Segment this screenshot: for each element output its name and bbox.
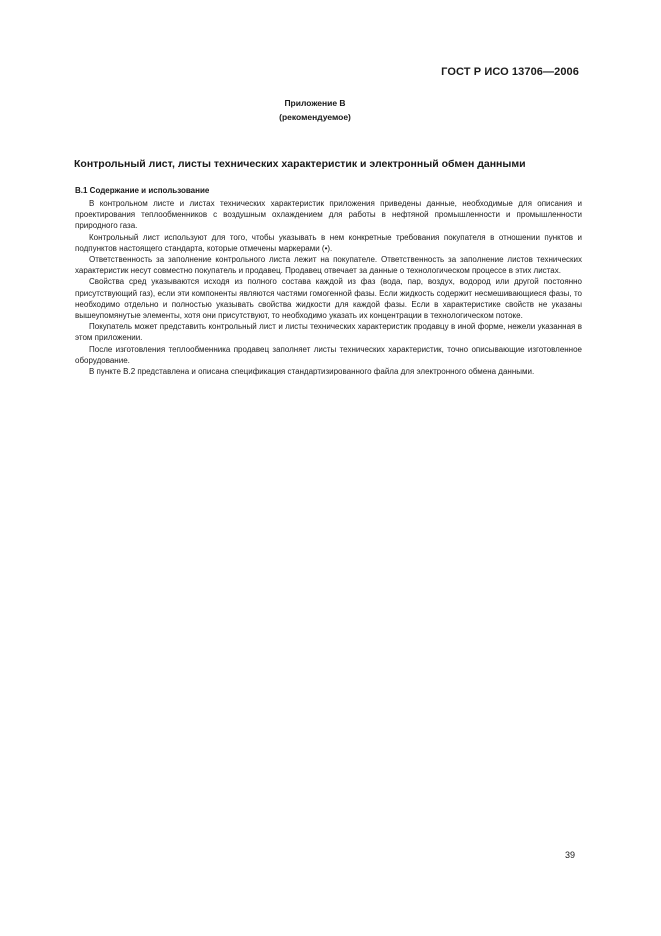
paragraph: Ответственность за заполнение контрольного листа лежит на покупателе. Ответственность за заполнение листов технических характеристик несут совместно покупатель и продавец. Продавец отвечает за данные о технологическом процессе в этих листах. bbox=[75, 255, 582, 276]
section-title: В.1 Содержание и использование bbox=[75, 186, 210, 195]
annex-heading bbox=[0, 96, 630, 124]
annex-status: (рекомендуемое) bbox=[279, 112, 351, 122]
paragraph: Контрольный лист используют для того, чтобы указывать в нем конкретные требования покупателя в отношении пунктов и подпунктов настоящего стандарта, которые отмечены маркерами (•). bbox=[75, 232, 582, 253]
paragraph: После изготовления теплообменника продавец заполняет листы технических характеристик, точно описывающие изготовленное оборудование. bbox=[75, 344, 582, 365]
body-text bbox=[75, 198, 582, 377]
main-title: Контрольный лист, листы технических характеристик и электронный обмен данными bbox=[74, 158, 526, 170]
document-code: ГОСТ Р ИСО 13706—2006 bbox=[441, 66, 579, 78]
paragraph: В контрольном листе и листах технических характеристик приложения приведены данные, необходимые для описания и проектирования теплообменников с воздушным охлаждением для работы в нефтяной промышленности и промышленности природного газа. bbox=[75, 199, 582, 231]
paragraph: Свойства сред указываются исходя из полного состава каждой из фаз (вода, пар, воздух, водород или другой постоянно присутствующий газ), если эти компоненты являются частями гомогенной фазы. Если жидкость содержит несмешивающиеся фазы, то необходимо отдельно и полностью указывать свойства жидкости для каждой фазы. Если в характеристике свойств не указаны вышеупомянутые элементы, хотя они присутствуют, то необходимо указать их концентрации в технологическом потоке. bbox=[75, 277, 582, 321]
annex-title: Приложение В bbox=[284, 98, 346, 108]
page-number: 39 bbox=[564, 850, 575, 860]
paragraph: Покупатель может представить контрольный лист и листы технических характеристик продавцу в иной форме, нежели указанная в этом приложении. bbox=[75, 322, 582, 343]
paragraph: В пункте В.2 представлена и описана спецификация стандартизированного файла для электронного обмена данными. bbox=[89, 367, 535, 377]
